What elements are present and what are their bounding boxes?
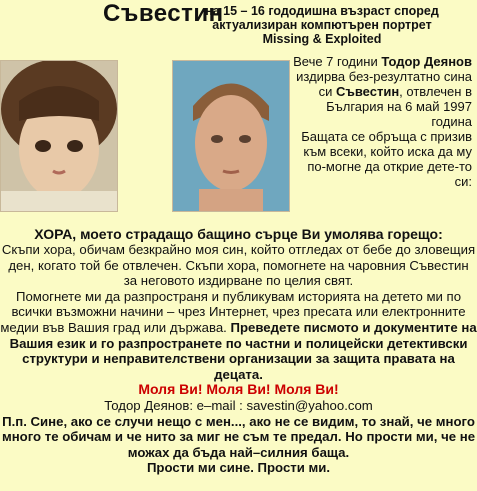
contact-line: Тодор Деянов: e–mail : savestin@yahoo.com xyxy=(104,397,373,413)
child-photo xyxy=(0,60,118,212)
appeal-paragraph-2: Помогнете ми да разпространя и публикувам историята на детето ми по всички възможни начини – чрез Интернет, чрез пресата или електронните медии във Вашия град или държава. Преведете писмото и документите на Вашия език и го разпространете по частни и полицейски детективски структури и неправителствени организации за защита правата на децата. xyxy=(0,288,477,382)
intro-part-4: Бащата се обръща с призив към всеки, който иска да му по-могне да открие дете-то си: xyxy=(301,129,472,189)
portrait-caption xyxy=(162,4,477,46)
appeal-text xyxy=(0,226,477,476)
page-title: Съвестин xyxy=(103,0,224,27)
son-name: Съвестин xyxy=(335,84,400,99)
caption-line-3: Missing & Exploited xyxy=(262,32,382,46)
caption-line-1: на 15 – 16 гододишна възраст според xyxy=(205,4,439,18)
appeal-paragraph-2-bold: Преведете писмото и документите на Вашия език и го разпространете по частни и полицейски детективски структури и неправителствени организации за защита правата на децата. xyxy=(9,319,477,382)
header xyxy=(0,0,477,58)
father-name: Тодор Деянов xyxy=(381,54,472,69)
plea-text: Моля Ви! Моля Ви! Моля Ви! xyxy=(138,381,339,398)
intro-text xyxy=(290,54,472,189)
age-progressed-portrait xyxy=(172,60,290,212)
postscript: П.п. Сине, ако се случи нещо с мен..., ако не се видим, то знай, че много много те обичам и че нито за миг не съм те предал. Но прости ми, че не можах да бъда най–силния баща. xyxy=(1,413,476,460)
appeal-paragraph-1: Скъпи хора, обичам безкрайно моя син, който отгледах от бебе до зловещия ден, когато той бе отвлечен. Скъпи хора, помогнете на чаровния Съвестин за неговото издирване по целия свят. xyxy=(1,242,476,289)
intro-part-3: , отвлечен в България на 6 май 1997 година xyxy=(326,84,472,129)
intro-part-1: Вече 7 години xyxy=(293,54,382,69)
intro-part-2: издирва без-резултатно сина си xyxy=(296,69,472,99)
caption-line-2: актуализиран компютърен портрет xyxy=(212,18,432,32)
appeal-lead: ХОРА, моето страдащо бащино сърце Ви умолява горещо: xyxy=(34,226,443,242)
postscript-end: Прости ми сине. Прости ми. xyxy=(146,460,331,476)
